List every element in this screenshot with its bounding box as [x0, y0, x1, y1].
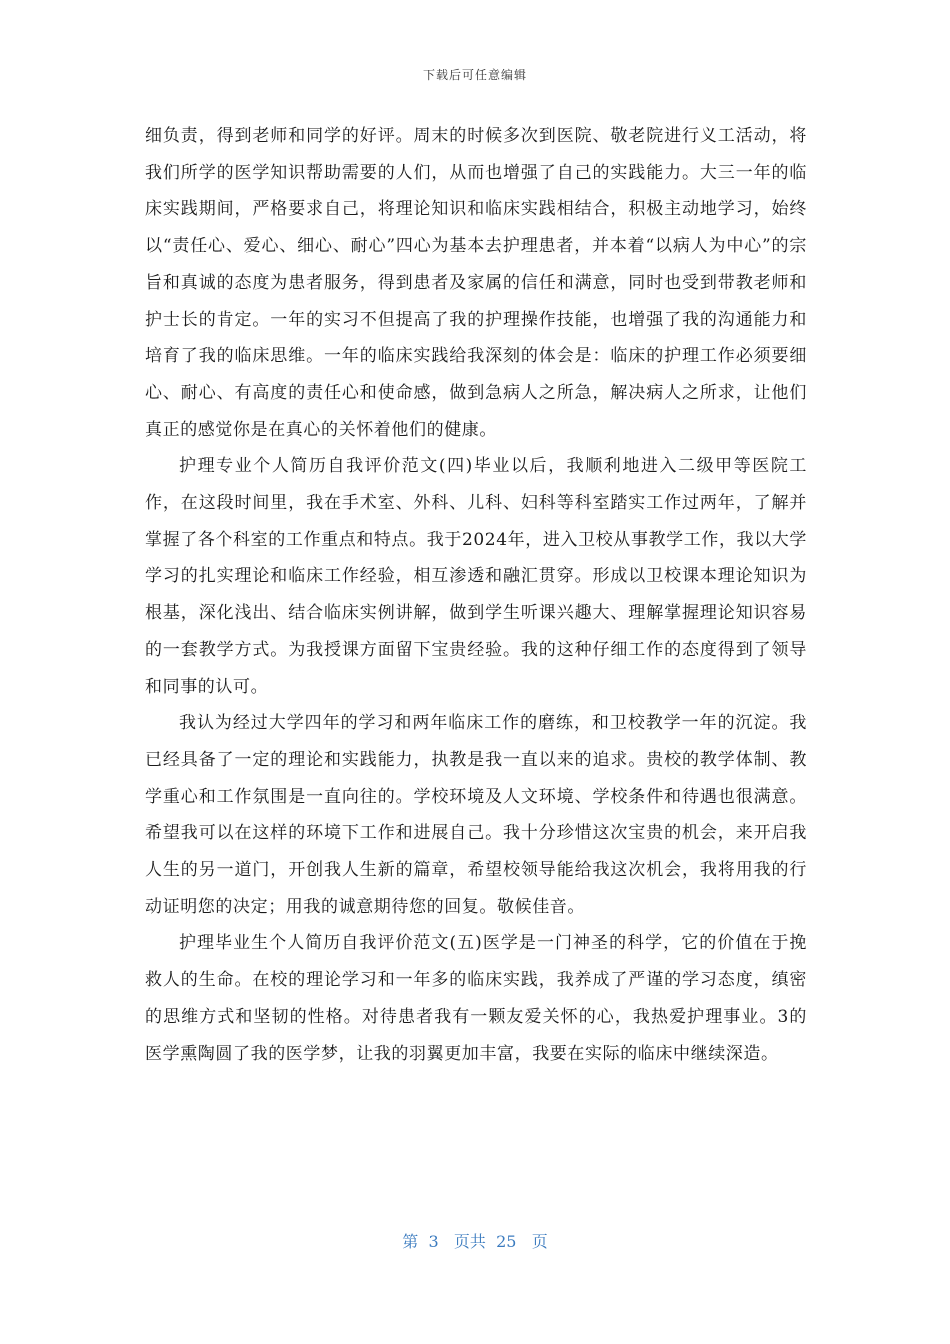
page-header: 下载后可任意编辑 [422, 68, 527, 82]
document-body [145, 118, 807, 1072]
paragraph-continued: 细负责，得到老师和同学的好评。周末的时候多次到医院、敬老院进行义工活动，将我们所学的医学知识帮助需要的人们，从而也增强了自己的实践能力。大三一年的临床实践期间，严格要求自己，将理论知识和临床实践相结合，积极主动地学习，始终以“责任心、爱心、细心、耐心”四心为基本去护理患者，并本着“以病人为中心”的宗旨和真诚的态度为患者服务，得到患者及家属的信任和满意，同时也受到带教老师和护士长的肯定。一年的实习不但提高了我的护理操作技能，也增强了我的沟通能力和培育了我的临床思维。一年的临床实践给我深刻的体会是：临床的护理工作必须要细心、耐心、有高度的责任心和使命感，做到急病人之所急，解决病人之所求，让他们真正的感觉你是在真心的关怀着他们的健康。 [145, 126, 807, 440]
paragraph-sample-five: 护理毕业生个人简历自我评价范文(五)医学是一门神圣的科学，它的价值在于挽救人的生命。在校的理论学习和一年多的临床实践，我养成了严谨的学习态度，缜密的思维方式和坚韧的性格。对待患者我有一颗友爱关怀的心，我热爱护理事业。3的医学熏陶圆了我的医学梦，让我的羽翼更加丰富，我要在实际的临床中继续深造。 [145, 933, 807, 1064]
paragraph-sample-four: 护理专业个人简历自我评价范文(四)毕业以后，我顺利地进入二级甲等医院工作，在这段时间里，我在手术室、外科、儿科、妇科等科室踏实工作过两年，了解并掌握了各个科室的工作重点和特点。我于2024年，进入卫校从事教学工作，我以大学学习的扎实理论和临床工作经验，相互渗透和融汇贯穿。形成以卫校课本理论知识为根基，深化浅出、结合临床实例讲解，做到学生听课兴趣大、理解掌握理论知识容易的一套教学方式。为我授课方面留下宝贵经验。我的这种仔细工作的态度得到了领导和同事的认可。 [145, 456, 807, 697]
paragraph-teaching-goal: 我认为经过大学四年的学习和两年临床工作的磨练，和卫校教学一年的沉淀。我已经具备了一定的理论和实践能力，执教是我一直以来的追求。贵校的教学体制、教学重心和工作氛围是一直向往的。学校环境及人文环境、学校条件和待遇也很满意。希望我可以在这样的环境下工作和进展自己。我十分珍惜这次宝贵的机会，来开启我人生的另一道门，开创我人生新的篇章，希望校领导能给我这次机会，我将用我的行动证明您的决定；用我的诚意期待您的回复。敬候佳音。 [145, 713, 807, 917]
page-number-footer: 第 3 页共 25 页 [402, 1232, 548, 1251]
